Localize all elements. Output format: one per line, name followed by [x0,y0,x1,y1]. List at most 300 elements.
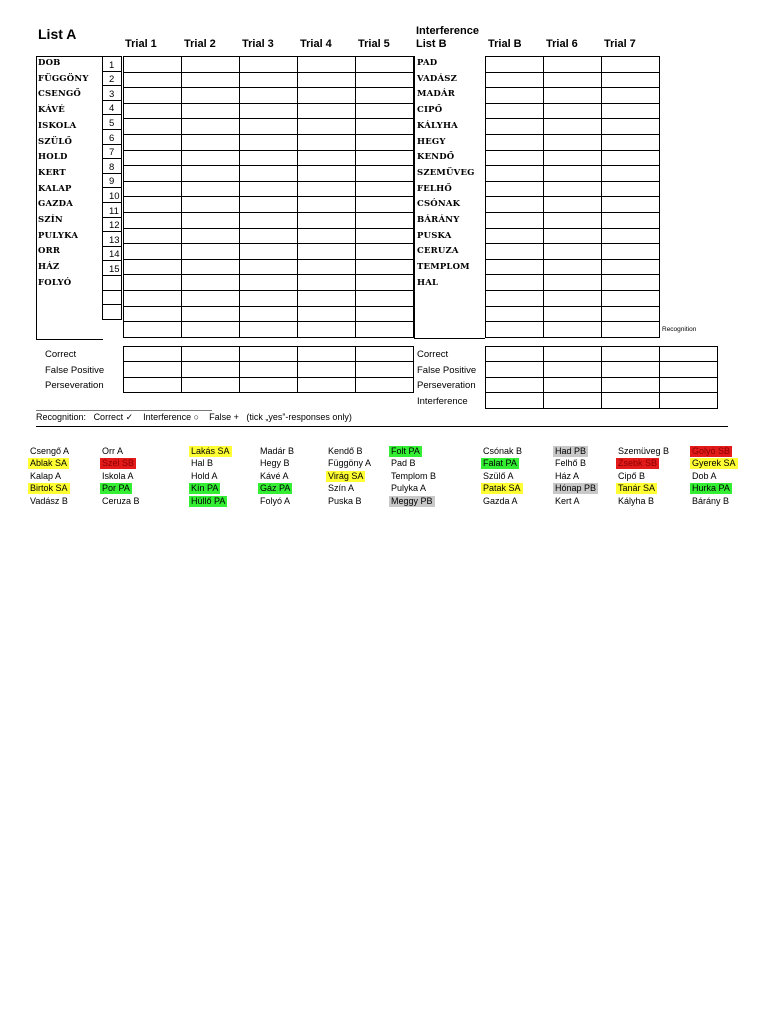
score-cell[interactable] [602,362,660,377]
score-cell[interactable] [486,181,544,197]
list-a-word: HÁZ [38,262,60,273]
score-cell[interactable] [124,72,182,88]
grid-row [124,57,414,73]
score-cell[interactable] [182,134,240,150]
recognition-word: Folyó A [260,495,291,506]
score-cell[interactable] [182,228,240,244]
number-row [103,217,122,232]
recognition-word: Dob A [692,470,717,481]
score-cell[interactable] [486,88,544,104]
score-cell[interactable] [240,88,298,104]
list-b-word: CIPŐ [417,105,443,116]
score-cell[interactable] [544,88,602,104]
score-cell[interactable] [182,275,240,291]
row-number-cell [103,100,122,115]
list-b-word: VADÁSZ [417,73,458,84]
recognition-word: Pulyka A [391,483,427,494]
score-cell[interactable] [124,275,182,291]
summary-b-grid [485,346,718,409]
list-b-word: HAL [417,277,439,288]
score-cell[interactable] [182,347,240,362]
score-cell[interactable] [240,150,298,166]
score-cell[interactable] [544,57,602,73]
row-number-cell [103,246,122,261]
score-cell[interactable] [124,134,182,150]
score-cell[interactable] [660,377,718,392]
score-cell[interactable] [298,103,356,119]
recognition-word: Ablak SA [30,458,68,469]
score-cell[interactable] [240,57,298,73]
row-number-cell [103,202,122,217]
recognition-word: Lakás SA [191,446,230,456]
recognition-word: Golyó SB [692,446,731,456]
grid-row [124,290,414,306]
score-cell[interactable] [356,57,414,73]
score-cell[interactable] [544,290,602,306]
header-trial-2: Trial 2 [184,38,216,50]
score-cell[interactable] [182,290,240,306]
score-cell[interactable] [602,377,660,392]
score-cell[interactable] [124,119,182,135]
score-cell[interactable] [602,72,660,88]
recognition-word: Ház A [555,470,580,481]
recognition-word: Por PA [102,483,130,494]
score-cell[interactable] [602,322,660,338]
score-cell[interactable] [240,244,298,260]
grid-row [486,259,660,275]
score-cell[interactable] [486,259,544,275]
score-cell[interactable] [486,150,544,166]
score-cell[interactable] [356,259,414,275]
score-cell[interactable] [486,103,544,119]
score-cell[interactable] [602,181,660,197]
score-cell[interactable] [602,197,660,213]
score-cell[interactable] [486,290,544,306]
grid-row [486,322,660,338]
score-cell[interactable] [486,57,544,73]
header-trial-6: Trial 6 [546,38,578,50]
grid-row [486,228,660,244]
score-cell[interactable] [486,119,544,135]
recognition-word: Kalap A [30,470,62,481]
list-a-title: List A [38,26,77,42]
score-cell[interactable] [660,347,718,362]
recognition-word: Meggy PB [391,495,433,506]
grid-row [486,244,660,260]
score-cell[interactable] [124,103,182,119]
score-cell[interactable] [182,322,240,338]
grid-row [486,166,660,182]
score-cell[interactable] [486,244,544,260]
list-b-word: CSÓNAK [417,199,461,210]
row-number: 10 [109,190,120,202]
score-cell[interactable] [182,119,240,135]
row-number-cell [103,86,122,101]
row-number: 3 [109,88,115,100]
grid-row [124,259,414,275]
score-cell[interactable] [544,322,602,338]
summary-a-label: Perseveration [45,380,104,391]
score-cell[interactable] [298,197,356,213]
list-a-word: FÜGGÖNY [38,73,89,84]
score-cell[interactable] [240,119,298,135]
grid-row [486,181,660,197]
list-b-word: HEGY [417,136,446,147]
score-cell[interactable] [602,275,660,291]
score-cell[interactable] [240,362,298,377]
score-cell[interactable] [124,322,182,338]
score-cell[interactable] [124,347,182,362]
score-cell[interactable] [298,362,356,377]
score-cell[interactable] [298,275,356,291]
summary-b-label: Perseveration [417,380,476,391]
header-trial-1: Trial 1 [125,38,157,50]
score-cell[interactable] [356,212,414,228]
number-row [103,290,122,305]
score-cell[interactable] [298,88,356,104]
score-cell[interactable] [486,197,544,213]
score-cell[interactable] [298,347,356,362]
recognition-word: Virág SA [328,470,364,481]
recognition-word: Gyerek SA [692,458,736,469]
score-cell[interactable] [298,166,356,182]
score-cell[interactable] [602,103,660,119]
score-cell[interactable] [298,57,356,73]
score-cell[interactable] [602,88,660,104]
score-cell[interactable] [182,150,240,166]
score-cell[interactable] [486,393,544,408]
score-cell[interactable] [240,228,298,244]
grid-row [124,103,414,119]
score-cell[interactable] [544,181,602,197]
header-trial-b: Trial B [488,38,522,50]
score-cell[interactable] [298,181,356,197]
score-cell[interactable] [602,228,660,244]
grid-row [124,197,414,213]
score-cell[interactable] [240,103,298,119]
score-cell[interactable] [240,322,298,338]
score-cell[interactable] [602,306,660,322]
row-number-cell [103,57,122,72]
score-cell[interactable] [486,134,544,150]
score-cell[interactable] [602,259,660,275]
recognition-column-label: Recognition [662,326,697,333]
list-b-word: PUSKA [417,230,452,241]
score-cell[interactable] [124,181,182,197]
score-cell[interactable] [240,377,298,392]
score-cell[interactable] [544,119,602,135]
row-number-cell [103,144,122,159]
number-row [103,159,122,174]
score-cell[interactable] [356,347,414,362]
row-number: 14 [109,249,120,261]
score-cell[interactable] [486,306,544,322]
score-cell[interactable] [544,362,602,377]
score-cell[interactable] [240,181,298,197]
score-cell[interactable] [124,212,182,228]
score-cell[interactable] [240,134,298,150]
score-cell[interactable] [182,212,240,228]
score-cell[interactable] [660,393,718,408]
number-row [103,261,122,276]
grid-row [486,377,718,392]
score-cell[interactable] [298,322,356,338]
recognition-word: Hegy B [260,458,290,469]
score-cell[interactable] [240,166,298,182]
grid-row [124,377,414,392]
score-cell[interactable] [544,212,602,228]
list-b-header: List B [416,38,447,50]
recognition-word: Kendő B [328,446,363,456]
grid-row [486,275,660,291]
score-cell[interactable] [298,119,356,135]
row-number: 4 [109,103,115,115]
number-row [103,202,122,217]
score-cell[interactable] [240,212,298,228]
grid-row [486,212,660,228]
recognition-word: Gazda A [483,495,518,506]
score-cell[interactable] [356,362,414,377]
score-cell[interactable] [602,244,660,260]
score-cell[interactable] [356,290,414,306]
list-a-word: ORR [38,246,61,257]
number-row [103,86,122,101]
grid-row [124,166,414,182]
recognition-word: Kávé A [260,470,289,481]
score-cell[interactable] [182,197,240,213]
grid-row [486,119,660,135]
score-cell[interactable] [182,103,240,119]
summary-a-label: Correct [45,349,77,360]
score-cell[interactable] [240,306,298,322]
score-cell[interactable] [124,306,182,322]
score-cell[interactable] [124,290,182,306]
grid-row [124,347,414,362]
row-number: 13 [109,234,120,246]
header-trial-4: Trial 4 [300,38,332,50]
score-cell[interactable] [240,275,298,291]
score-cell[interactable] [602,290,660,306]
recognition-word: Orr A [102,446,124,456]
score-cell[interactable] [544,166,602,182]
score-cell[interactable] [602,57,660,73]
score-cell[interactable] [182,88,240,104]
score-cell[interactable] [298,259,356,275]
recognition-word: Csónak B [483,446,523,456]
score-cell[interactable] [602,119,660,135]
list-a-word: SZÍN [38,215,63,225]
row-number-cell [103,188,122,203]
number-row [103,57,122,72]
score-cell[interactable] [356,134,414,150]
score-cell[interactable] [240,347,298,362]
recognition-word: Madár B [260,446,295,456]
score-cell[interactable] [544,150,602,166]
recognition-word: Pad B [391,458,416,469]
score-cell[interactable] [544,377,602,392]
score-cell[interactable] [356,103,414,119]
score-cell[interactable] [544,275,602,291]
row-number-cell [103,261,122,276]
grid-row [124,275,414,291]
score-cell[interactable] [544,197,602,213]
score-cell[interactable] [356,181,414,197]
legend-top-rule [36,410,212,411]
summary-a-label: False Positive [45,364,105,376]
score-cell[interactable] [182,244,240,260]
score-cell[interactable] [240,259,298,275]
list-a-word: CSENGŐ [38,89,82,100]
score-cell[interactable] [486,166,544,182]
score-cell[interactable] [298,306,356,322]
score-cell[interactable] [298,212,356,228]
score-cell[interactable] [182,259,240,275]
row-number-cell [103,290,122,305]
row-number: 8 [109,161,115,173]
score-cell[interactable] [298,377,356,392]
grid-row [486,103,660,119]
score-cell[interactable] [602,134,660,150]
score-cell[interactable] [544,393,602,408]
row-number-cell [103,305,122,320]
score-cell[interactable] [356,150,414,166]
score-cell[interactable] [240,197,298,213]
recognition-word: Szín A [328,483,355,494]
score-cell[interactable] [182,362,240,377]
grid-row [486,393,718,408]
summary-b-label: False Positive [417,364,477,376]
score-cell[interactable] [298,244,356,260]
score-cell[interactable] [356,275,414,291]
summary-b-label: Correct [417,349,449,360]
score-cell[interactable] [544,244,602,260]
score-cell[interactable] [602,393,660,408]
recognition-word: Zsebk SB [618,458,658,469]
score-cell[interactable] [124,197,182,213]
grid-row [124,228,414,244]
recognition-word: Szülő A [483,470,514,481]
score-cell[interactable] [544,347,602,362]
list-a-word: ISKOLA [38,120,77,131]
score-cell[interactable] [124,259,182,275]
list-a-word: FOLYÓ [38,277,72,288]
score-cell[interactable] [486,322,544,338]
score-cell[interactable] [544,228,602,244]
score-cell[interactable] [544,103,602,119]
score-cell[interactable] [356,244,414,260]
score-cell[interactable] [124,362,182,377]
score-cell[interactable] [182,72,240,88]
number-row [103,232,122,247]
list-a-word: SZÜLŐ [38,136,73,147]
score-cell[interactable] [124,150,182,166]
score-cell[interactable] [182,57,240,73]
legend-bottom-rule [36,426,728,427]
number-row [103,115,122,130]
score-cell[interactable] [356,197,414,213]
score-cell[interactable] [544,72,602,88]
score-cell[interactable] [124,88,182,104]
score-cell[interactable] [356,166,414,182]
score-cell[interactable] [544,259,602,275]
list-b-trial-grid [485,56,660,338]
score-cell[interactable] [298,134,356,150]
score-cell[interactable] [124,244,182,260]
score-cell[interactable] [356,228,414,244]
score-cell[interactable] [660,362,718,377]
score-cell[interactable] [298,228,356,244]
score-cell[interactable] [544,306,602,322]
header-trial-3: Trial 3 [242,38,274,50]
number-row [103,129,122,144]
score-cell[interactable] [182,306,240,322]
grid-row [124,306,414,322]
score-cell[interactable] [124,228,182,244]
score-cell[interactable] [356,322,414,338]
summary-b-label: Interference [417,395,468,407]
score-cell[interactable] [240,72,298,88]
score-cell[interactable] [356,88,414,104]
score-cell[interactable] [182,377,240,392]
score-cell[interactable] [124,377,182,392]
score-cell[interactable] [298,290,356,306]
score-cell[interactable] [240,290,298,306]
score-cell[interactable] [182,181,240,197]
grid-row [486,362,718,377]
interference-list-b-header [416,25,479,51]
number-row [103,100,122,115]
list-b-word: MADÁR [417,89,456,100]
score-cell[interactable] [298,72,356,88]
score-cell[interactable] [182,166,240,182]
recognition-word: Cipő B [618,470,646,481]
score-cell[interactable] [486,275,544,291]
score-cell[interactable] [486,377,544,392]
score-cell[interactable] [124,166,182,182]
row-number-cell [103,217,122,232]
score-cell[interactable] [544,134,602,150]
score-cell[interactable] [486,228,544,244]
score-cell[interactable] [602,150,660,166]
score-cell[interactable] [356,119,414,135]
interference-header: Interference [416,25,479,37]
list-a-word: KALAP [38,183,72,194]
score-cell[interactable] [602,166,660,182]
score-cell[interactable] [298,150,356,166]
score-cell[interactable] [486,72,544,88]
score-cell[interactable] [124,57,182,73]
score-cell[interactable] [356,306,414,322]
score-cell[interactable] [356,377,414,392]
number-row [103,246,122,261]
score-cell[interactable] [486,212,544,228]
grid-row [486,290,660,306]
number-row [103,71,122,86]
score-cell[interactable] [602,347,660,362]
score-cell[interactable] [356,72,414,88]
grid-row [124,244,414,260]
score-cell[interactable] [602,212,660,228]
recognition-word: Ceruza B [102,495,140,506]
recognition-word: Had PB [555,446,587,456]
row-number-cell [103,71,122,86]
score-cell[interactable] [486,347,544,362]
row-number-grid [102,56,122,320]
score-cell[interactable] [486,362,544,377]
row-number: 6 [109,132,115,144]
row-number: 7 [109,147,115,159]
recognition-word: Birtok SA [30,483,68,494]
